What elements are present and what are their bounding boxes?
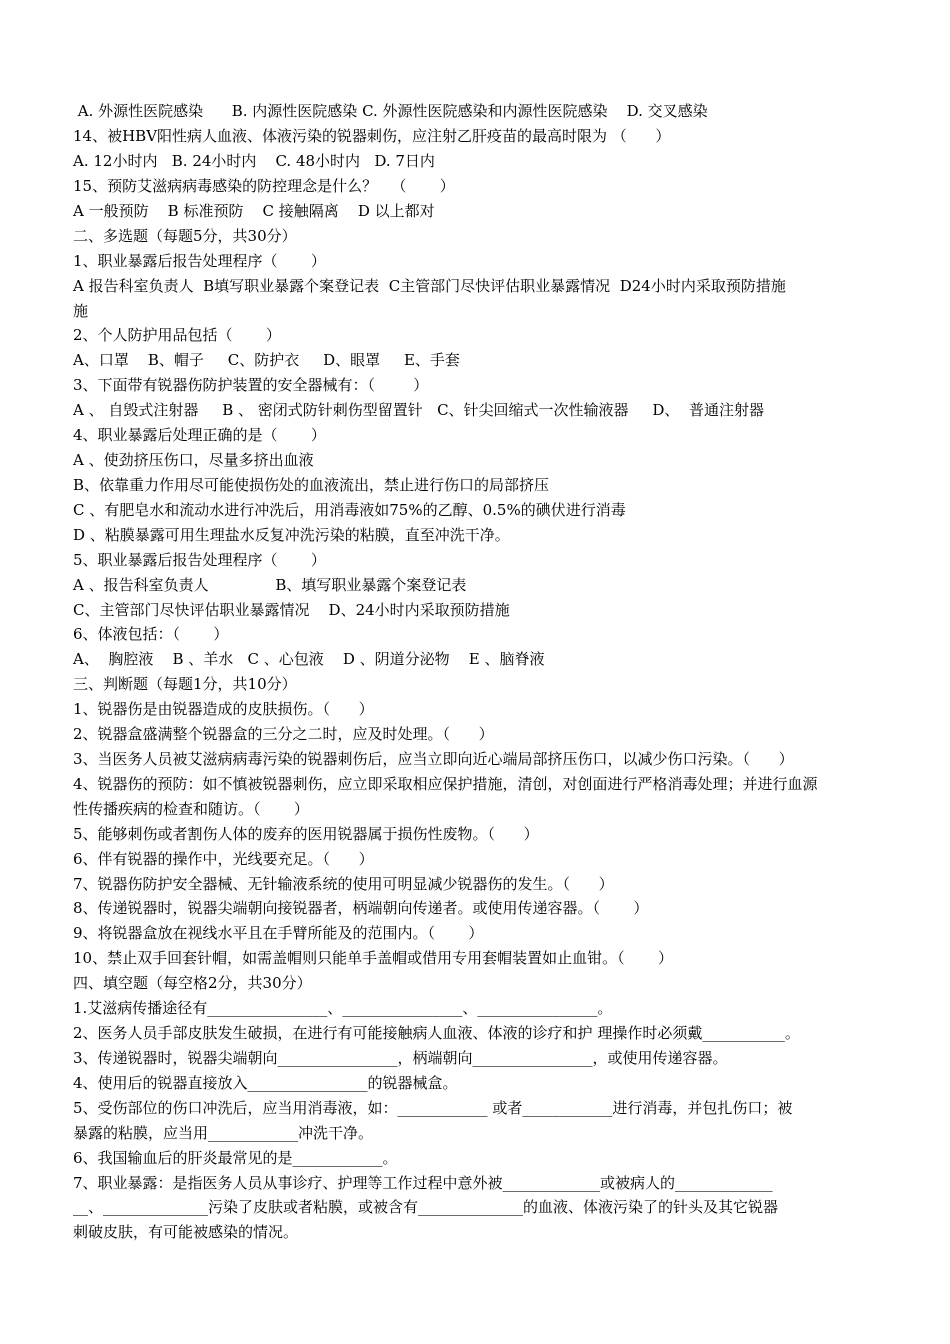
fill7-cont-2: 刺破皮肤，有可能被感染的情况。 xyxy=(73,1223,299,1241)
section-3-heading: 三、判断题（每题1分，共10分） xyxy=(73,675,297,693)
mc5-options-ab: A 、报告科室负责人 B、填写职业暴露个案登记表 xyxy=(73,576,467,594)
mc3-question: 3、下面带有锐器伤防护装置的安全器械有：（ ） xyxy=(73,376,429,394)
mc2-question: 2、个人防护用品包括（ ） xyxy=(73,326,281,344)
mc6-options: A、 胸腔液 B 、羊水 C 、心包液 D 、阴道分泌物 E 、脑脊液 xyxy=(73,650,545,668)
tf8: 8、传递锐器时，锐器尖端朝向接锐器者，柄端朝向传递者。或使用传递容器。（ ） xyxy=(73,899,649,917)
mc4-option-d: D 、粘膜暴露可用生理盐水反复冲洗污染的粘膜，直至冲洗干净。 xyxy=(73,526,510,544)
tf6: 6、伴有锐器的操作中，光线要充足。（ ） xyxy=(73,850,374,868)
mc1-question: 1、职业暴露后报告处理程序（ ） xyxy=(73,252,326,270)
fill3: 3、传递锐器时，锐器尖端朝向________________，柄端朝向________________，或使用传递容器。 xyxy=(73,1049,728,1067)
fill1: 1.艾滋病传播途径有________________、________________、________________。 xyxy=(73,999,613,1017)
mc5-question: 5、职业暴露后报告处理程序（ ） xyxy=(73,551,326,569)
tf3: 3、当医务人员被艾滋病病毒污染的锐器刺伤后，应当立即向近心端局部挤压伤口，以减少伤口污染。（ ） xyxy=(73,750,794,768)
fill7-cont: __、______________污染了皮肤或者粘膜，或被含有______________的血液、体液污染了的针头及其它锐器 xyxy=(73,1198,779,1216)
mc4-option-c: C 、有肥皂水和流动水进行冲洗后，用消毒液如75%的乙醇、0.5%的碘伏进行消毒 xyxy=(73,501,626,519)
q15-question: 15、预防艾滋病病毒感染的防控理念是什么？ （ ） xyxy=(73,177,455,195)
section-4-heading: 四、填空题（每空格2分，共30分） xyxy=(73,974,312,992)
mc2-options: A、口罩 B、帽子 C、防护衣 D、眼罩 E、手套 xyxy=(73,351,460,369)
mc4-option-a: A 、使劲挤压伤口，尽量多挤出血液 xyxy=(73,451,314,469)
fill7: 7、职业暴露：是指医务人员从事诊疗、护理等工作过程中意外被_____________或被病人的_____________ xyxy=(73,1174,773,1192)
fill2: 2、医务人员手部皮肤发生破损，在进行有可能接触病人血液、体液的诊疗和护 理操作时必须戴___________。 xyxy=(73,1024,800,1042)
q14-question: 14、被HBV阳性病人血液、体液污染的锐器刺伤，应注射乙肝疫苗的最高时限为 （ ） xyxy=(73,127,671,145)
tf1: 1、锐器伤是由锐器造成的皮肤损伤。（ ） xyxy=(73,700,374,718)
q14-options: A. 12小时内 B. 24小时内 C. 48小时内 D. 7日内 xyxy=(73,152,435,170)
tf5: 5、能够刺伤或者割伤人体的废弃的医用锐器属于损伤性废物。（ ） xyxy=(73,825,539,843)
tf4-cont: 性传播疾病的检查和随访。（ ） xyxy=(73,800,309,818)
fill4: 4、使用后的锐器直接放入________________的锐器械盒。 xyxy=(73,1074,458,1092)
mc3-options: A 、 自毁式注射器 B 、 密闭式防针刺伤型留置针 C、针尖回缩式一次性输液器 D、 普通注射器 xyxy=(73,401,764,419)
section-2-heading: 二、多选题（每题5分，共30分） xyxy=(73,227,297,245)
fill5: 5、受伤部位的伤口冲洗后，应当用消毒液，如：____________ 或者____________进行消毒，并包扎伤口；被 xyxy=(73,1099,793,1117)
mc1-options: A 报告科室负责人 B填写职业暴露个案登记表 C主管部门尽快评估职业暴露情况 D24小时内采取预防措施 xyxy=(73,277,786,295)
q13-options: A. 外源性医院感染 B. 内源性医院感染 C. 外源性医院感染和内源性医院感染 D. 交叉感染 xyxy=(73,102,708,120)
tf7: 7、锐器伤防护安全器械、无针输液系统的使用可明显减少锐器伤的发生。（ ） xyxy=(73,875,614,893)
mc6-question: 6、体液包括：（ ） xyxy=(73,625,229,643)
q15-options: A 一般预防 B 标准预防 C 接触隔离 D 以上都对 xyxy=(73,202,435,220)
tf9: 9、将锐器盒放在视线水平且在手臂所能及的范围内。（ ） xyxy=(73,924,484,942)
fill6: 6、我国输血后的肝炎最常见的是____________。 xyxy=(73,1149,398,1167)
mc4-question: 4、职业暴露后处理正确的是（ ） xyxy=(73,426,326,444)
tf2: 2、锐器盒盛满整个锐器盒的三分之二时，应及时处理。（ ） xyxy=(73,725,494,743)
mc4-option-b: B、依靠重力作用尽可能使损伤处的血液流出，禁止进行伤口的局部挤压 xyxy=(73,476,550,494)
mc5-options-cd: C、主管部门尽快评估职业暴露情况 D、24小时内采取预防措施 xyxy=(73,601,510,619)
mc1-options-cont: 施 xyxy=(73,302,89,320)
tf10: 10、禁止双手回套针帽，如需盖帽则只能单手盖帽或借用专用套帽装置如止血钳。（ ） xyxy=(73,949,673,967)
fill5-cont: 暴露的粘膜，应当用____________冲洗干净。 xyxy=(73,1124,374,1142)
tf4: 4、锐器伤的预防：如不慎被锐器刺伤，应立即采取相应保护措施，清创，对创面进行严格消毒处理；并进行血源 xyxy=(73,775,818,793)
